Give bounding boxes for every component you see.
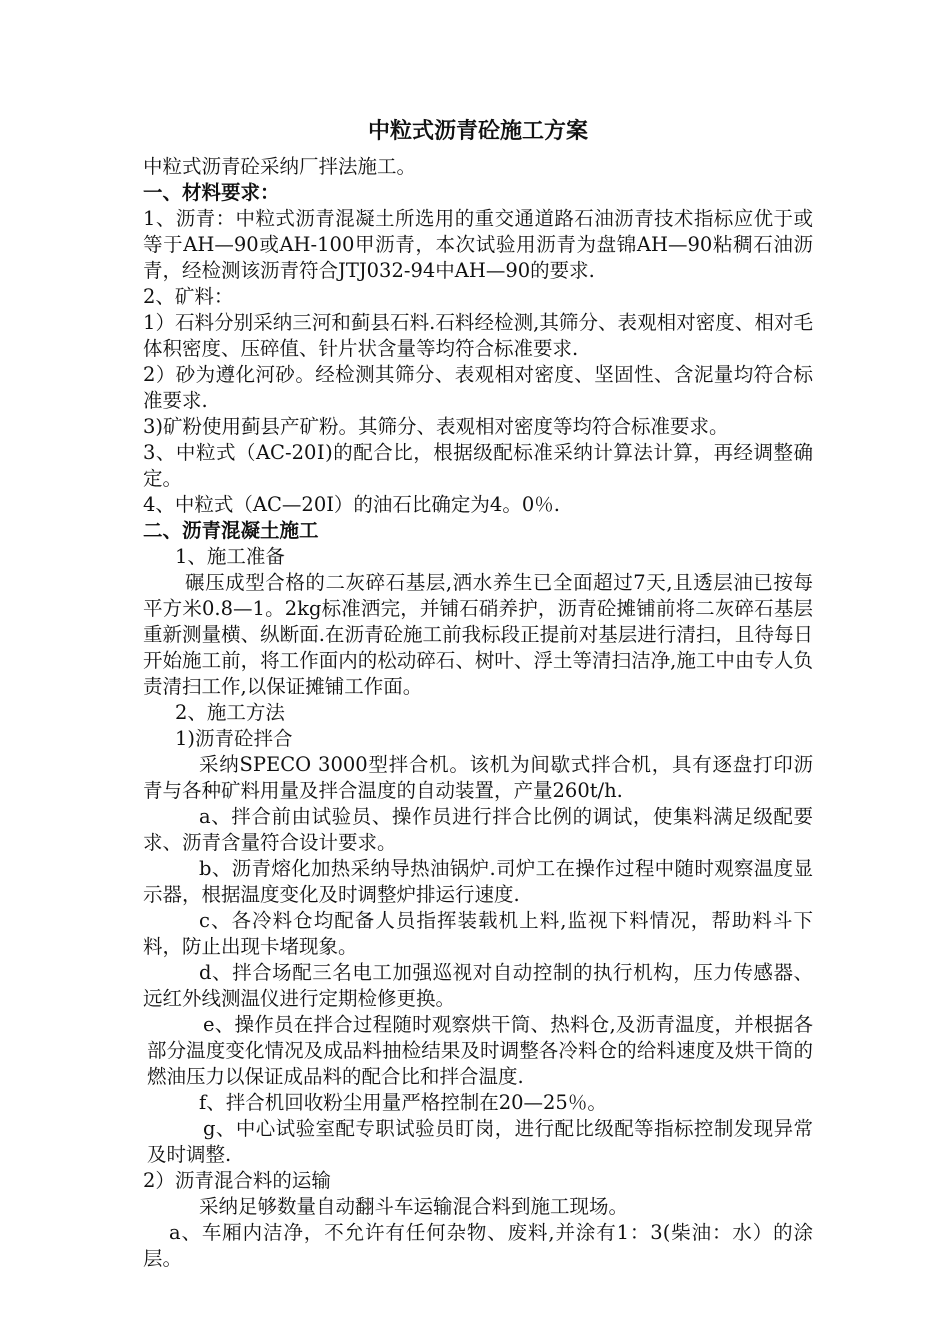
section-heading-construction: 二、沥青混凝土施工 xyxy=(143,519,319,542)
subheading-mixing: 1)沥青砼拌合 xyxy=(175,727,293,750)
paragraph-transport: 采纳足够数量自动翻斗车运输混合料到施工现场。 xyxy=(199,1195,629,1218)
section-heading-materials: 一、材料要求： xyxy=(143,181,280,204)
list-item-g: g、中心试验室配专职试验员盯岗，进行配比级配等指标控制发现异常及时调整. xyxy=(147,1117,813,1166)
subheading-transport: 2）沥青混合料的运输 xyxy=(143,1169,331,1192)
subheading-preparation: 1、施工准备 xyxy=(175,545,285,568)
paragraph-oil-stone-ratio: 4、中粒式（AC—20Ⅰ）的油石比确定为4。0％. xyxy=(143,493,560,516)
list-item-e: e、操作员在拌合过程随时观察烘干筒、热料仓,及沥青温度，并根据各部分温度变化情况及成品料抽检结果及时调整各冷料仓的给料速度及烘干筒的燃油压力以保证成品料的配合比和拌合温度. xyxy=(147,1013,813,1088)
paragraph-mixer: 采纳SPECO 3000型拌合机。该机为间歇式拌合机，具有逐盘打印沥青与各种矿料用量及拌合温度的自动装置，产量260t/h. xyxy=(143,753,813,802)
list-item-d: d、拌合场配三名电工加强巡视对自动控制的执行机构，压力传感器、远红外线测温仪进行定期检修更换。 xyxy=(143,961,813,1010)
document-title: 中粒式沥青砼施工方案 xyxy=(367,119,588,144)
paragraph-mix-ratio: 3、中粒式（AC-20Ⅰ)的配合比，根据级配标准采纳计算法计算，再经调整确定。 xyxy=(143,441,813,490)
intro-paragraph: 中粒式沥青砼采纳厂拌法施工。 xyxy=(143,155,417,178)
list-item-a: a、拌合前由试验员、操作员进行拌合比例的调试，使集料满足级配要求、沥青含量符合设计要求。 xyxy=(143,805,813,854)
list-item-f: f、拌合机回收粉尘用量严格控制在20—25％。 xyxy=(199,1091,607,1114)
paragraph-preparation: 碾压成型合格的二灰碎石基层,洒水养生已全面超过7天,且透层油已按每平方米0.8—1。2kg标准洒完，并铺石硝养护，沥青砼摊铺前将二灰碎石基层重新测量横、纵断面.在沥青砼施工前我标段正提前对基层进行清扫，且待每日开始施工前，将工作面内的松动碎石、树叶、浮土等清扫洁净,施工中由专人负责清扫工作,以保证摊铺工作面。 xyxy=(143,571,813,698)
paragraph-stone: 1）石料分别采纳三河和蓟县石料.石料经检测,其筛分、表观相对密度、相对毛体积密度、压碎值、针片状含量等均符合标准要求. xyxy=(143,311,813,360)
paragraph-mineral-powder: 3)矿粉使用蓟县产矿粉。其筛分、表观相对密度等均符合标准要求。 xyxy=(143,415,729,438)
paragraph-aggregate-heading: 2、矿料： xyxy=(143,285,234,308)
list-item-b: b、沥青熔化加热采纳导热油锅炉.司炉工在操作过程中随时观察温度显示器，根据温度变化及时调整炉排运行速度. xyxy=(143,857,813,906)
document-page xyxy=(143,110,813,1272)
paragraph-sand: 2）砂为遵化河砂。经检测其筛分、表观相对密度、坚固性、含泥量均符合标准要求. xyxy=(143,363,813,412)
subheading-method: 2、施工方法 xyxy=(175,701,285,724)
list-item-transport-a: a、车厢内洁净，不允许有任何杂物、废料,并涂有1：3(柴油：水）的涂层。 xyxy=(143,1221,813,1270)
list-item-c: c、各冷料仓均配备人员指挥装载机上料,监视下料情况，帮助料斗下料，防止出现卡堵现象。 xyxy=(143,909,813,958)
paragraph-asphalt: 1、沥青：中粒式沥青混凝土所选用的重交通道路石油沥青技术指标应优于或等于AH—90或AH-100甲沥青，本次试验用沥青为盘锦AH—90粘稠石油沥青，经检测该沥青符合JTJ032-94中AH—90的要求. xyxy=(143,207,813,282)
